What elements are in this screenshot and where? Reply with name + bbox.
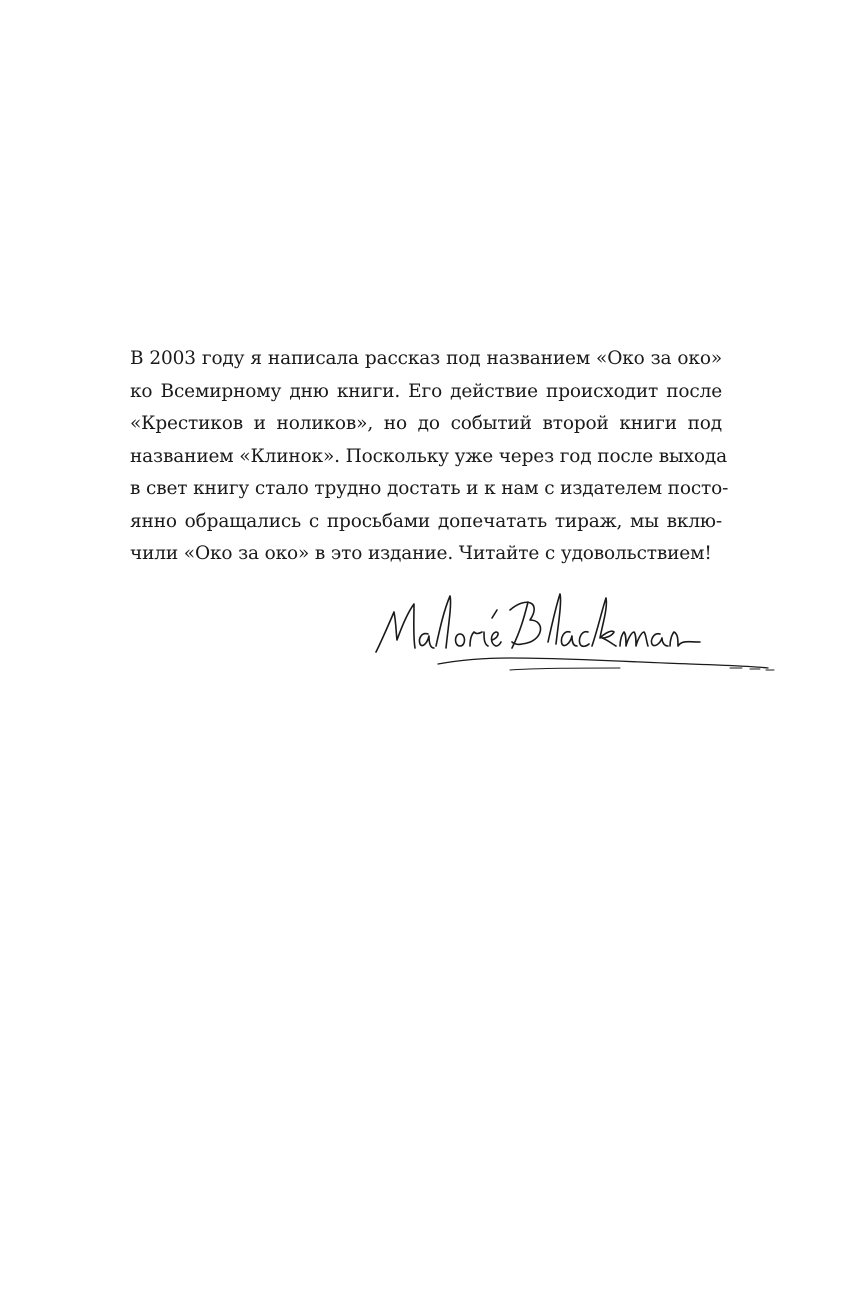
text-line: В 2003 году я написала рассказ под названием «Око за око» <box>130 348 722 369</box>
text-line: ко Всемирному дню книги. Его действие происходит после <box>130 380 722 402</box>
foreword-text <box>130 343 729 571</box>
text-line: в свет книгу стало трудно достать и к нам с издателем посто- <box>130 478 729 499</box>
text-line: «Крестиков и ноликов», но до событий второй книги под <box>130 413 722 434</box>
text-line: янно обращались с просьбами допечатать тираж, мы вклю- <box>130 510 722 532</box>
author-signature <box>370 582 780 682</box>
text-line: чили «Око за око» в это издание. Читайте с удовольствием! <box>130 543 712 564</box>
text-line: названием «Клинок». Поскольку уже через год после выхода <box>130 445 728 467</box>
